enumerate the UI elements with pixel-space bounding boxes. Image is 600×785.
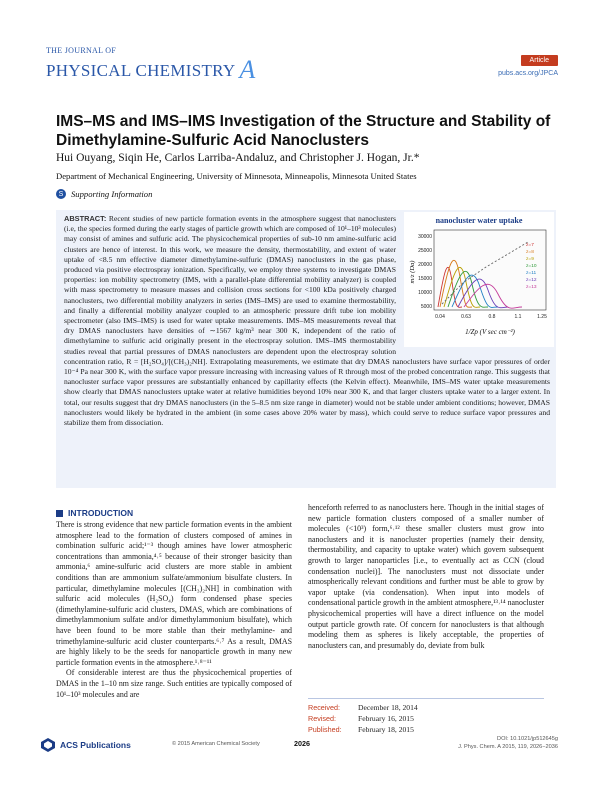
- abstract: [64, 214, 550, 428]
- x-tick-label: 1.1: [514, 314, 522, 320]
- legend-entry: z=9: [526, 257, 534, 262]
- journal-logo: [46, 46, 256, 86]
- section-heading-label: INTRODUCTION: [68, 508, 134, 518]
- y-tick-label: 25000: [418, 248, 432, 254]
- publisher-logo: [40, 738, 131, 752]
- acs-hexagon-icon: [40, 738, 56, 752]
- x-tick-label: 0.8: [488, 314, 496, 320]
- paper-title: IMS–MS and IMS–IMS Investigation of the Structure and Stability of Dimethylamine-Sulfuric Acid Nanoclusters: [56, 113, 551, 149]
- journal-name-text: PHYSICAL CHEMISTRY: [46, 61, 235, 80]
- legend-entry: z=11: [526, 271, 537, 276]
- abstract-body: Recent studies of new particle formation events in the atmosphere suggest that nanoclusters (i.e, the species formed during the early stages of particle growth which are composed of 10¹–10³ molecules) may consist of amines and sulfuric acid. The physicochemical properties of sub-10 nm amine-sulfuric acid clusters are hence of interest. In this work, we measure the density, thermostability, and extent of water uptake of <8.5 nm effective diameter dimethylamine-sulfuric (DMAS) nanoclusters in the gas phase, produced via positive electrospray ionization. Specifically, we employ three systems to investigate DMAS properties: ion mobility spectrometry (IMS, with a parallel-plate differential mobility analyzer) is coupled with mass spectrometry to measure masses and collision cross sections for <100 kDa positively charged nanoclusters, two differential mobility analyzers in series (IMS–IMS) are used to examine thermostability, and finally a differential mobility analyzer coupled to an atmospheric pressure drift tube ion mobility spectrometer (also IMS–IMS) is used for water uptake measurements. IMS–MS measurements reveal that dry DMAS nanoclusters have densities of ∼1567 kg/m³ near 300 K, independent of the ratio of dimethylamine to sulfuric acid originally present in the electrospray solution. IMS–IMS thermostability studies reveal that partial pressures of DMAS nanoclusters are dependent upon the electrospray solution concentration ratio, R = [H₂SO₄]/[(CH₃)₂NH]. Extrapolating measurements, we estimate that dry DMAS nanoclusters have surface vapor pressures of order 10⁻⁴ Pa near 300 K, with the surface vapor pressure increasing with increasing values of R through most of the probed concentration range. This suggests that nanocluster surface vapor pressures are substantially enhanced by capillarity effects (the Kelvin effect). Meanwhile, IMS–MS water uptake measurements show clearly that DMAS nanoclusters uptake water at relative humidities beyond 10% near 300 K, and that larger clusters uptake water to a larger extent. In total, our results suggest that dry DMAS nanoclusters (in the 5–8.5 nm size range in diameter) would not be stable under ambient conditions; however, DMAS nanoclusters would likely be hydrated in the ambient (in some cases above 20% water by mass), which could serve to reduce surface vapor pressures and stabilize them from dissociation.: [64, 214, 550, 428]
- y-tick-label: 15000: [418, 276, 432, 282]
- date-value: December 18, 2014: [358, 703, 418, 712]
- journal-name-small: THE JOURNAL OF: [46, 46, 117, 55]
- copyright: © 2015 American Chemical Society: [172, 741, 260, 747]
- paragraph: Of considerable interest are thus the physicochemical properties of DMAS in the 1–10 nm size range. Such entities are typically composed of 10¹–10³ molecules and are: [56, 668, 292, 699]
- toc-graphic: [404, 212, 554, 347]
- date-value: February 16, 2015: [358, 713, 414, 723]
- journal-section-letter: A: [239, 55, 256, 84]
- y-tick-label: 20000: [418, 262, 432, 268]
- figure-title: nanocluster water uptake: [435, 216, 523, 225]
- left-column: [56, 520, 292, 700]
- section-bullet-icon: [56, 510, 63, 517]
- citation: J. Phys. Chem. A 2015, 119, 2026−2036: [458, 744, 558, 750]
- journal-name: [46, 53, 256, 83]
- figure-plot: [404, 212, 554, 347]
- publisher-name: ACS Publications: [60, 740, 131, 750]
- date-value: February 18, 2015: [358, 724, 414, 734]
- x-tick-label: 0.63: [461, 314, 471, 320]
- right-column: [308, 503, 544, 651]
- doi-citation: [458, 735, 558, 751]
- author-list: Hui Ouyang, Siqin He, Carlos Larriba-Andaluz, and Christopher J. Hogan, Jr.*: [56, 152, 420, 164]
- y-tick-label: 5000: [420, 304, 432, 310]
- journal-url-link[interactable]: pubs.acs.org/JPCA: [498, 70, 558, 77]
- y-axis-label: m/z (Da): [409, 260, 416, 284]
- section-heading: [56, 508, 133, 518]
- x-tick-labels: [435, 314, 547, 320]
- page-number: 2026: [294, 739, 310, 748]
- paragraph: henceforth referred to as nanoclusters here. Though in the initial stages of new particle formation clusters composed of a smaller number of molecules (<10³) form,⁶˒¹² these smaller clusters must grow into nanoclusters and it is nanocluster properties (namely their density, thermostability, and capacity to uptake water) which govern subsequent growth to larger nanoparticles [i.e., to eventually act as CCN (cloud condensation nuclei)]. The nanoclusters must not dissociate under atmospherically relevant conditions and further must be able to grow by vapor uptake (via condensation). When input into models of condensational particle growth in the ambient atmosphere,¹³˒¹⁴ nanocluster physicochemical properties will have a direct influence on the model output particle growth rate. Of concern for nanoclusters is that although modeling them as spheres is likely acceptable, the properties of nanoclusters can, and presumably do, deviate from bulk: [308, 503, 544, 650]
- date-row-published: [308, 725, 544, 736]
- doi-link[interactable]: DOI: 10.1021/jp512645g: [497, 736, 558, 742]
- legend-entry: z=12: [526, 278, 537, 283]
- y-tick-label: 30000: [418, 234, 432, 240]
- date-row-revised: [308, 714, 544, 725]
- abstract-label: ABSTRACT:: [64, 214, 107, 223]
- date-label: Received:: [308, 703, 340, 712]
- y-tick-label: 10000: [418, 290, 432, 296]
- legend-entry: z=7: [526, 243, 534, 248]
- supporting-info-label: Supporting Information: [71, 189, 153, 199]
- affiliation: Department of Mechanical Engineering, University of Minnesota, Minneapolis, Minnesota United States: [56, 171, 417, 181]
- legend-entry: z=8: [526, 250, 534, 255]
- x-tick-label: 0.04: [435, 314, 445, 320]
- y-tick-labels: [418, 234, 432, 310]
- date-row-received: [308, 703, 544, 714]
- legend-entry: z=13: [526, 285, 537, 290]
- x-axis-label: 1/Zp (V sec cm⁻²): [465, 328, 515, 336]
- x-tick-label: 1.25: [537, 314, 547, 320]
- date-label: Published:: [308, 724, 342, 734]
- supporting-information-link[interactable]: [56, 189, 152, 199]
- article-type-badge: Article: [521, 55, 558, 66]
- date-label: Revised:: [308, 713, 336, 723]
- legend-entry: z=10: [526, 264, 537, 269]
- supporting-info-icon: S: [56, 189, 66, 199]
- paragraph: There is strong evidence that new particle formation events in the ambient atmosphere lead to the formation of clusters composed of amines in combination sulfuric acid;¹⁻³ though amines have lower atmospheric concentrations than ammonia,⁴˒⁵ because of their stronger basicity than ammonia,⁶ amine-sulfuric acid clusters are more stable in ambient conditions than are ammonium sulfate/ammonium bisulfate clusters. In particular, dimethylamine molecules [(CH₃)₂NH] in combination with sulfuric acid molecules (H₂SO₄) form condensed phase species (dimethylamine-sulfuric acid clusters, DMAS, which are combinations of dimethylammonium sulfate and/or dimethylammonium bisulfate), which have been found to be more stable than their methylamine- and trimethylamine-sulfuric acid cluster counterparts.⁶˒⁷ As a result, DMAS are highly likely to be the seeds for nanoparticle growth in many new particle formation events in the atmosphere.¹˒⁸⁻¹¹: [56, 520, 292, 667]
- publication-dates: [308, 698, 544, 735]
